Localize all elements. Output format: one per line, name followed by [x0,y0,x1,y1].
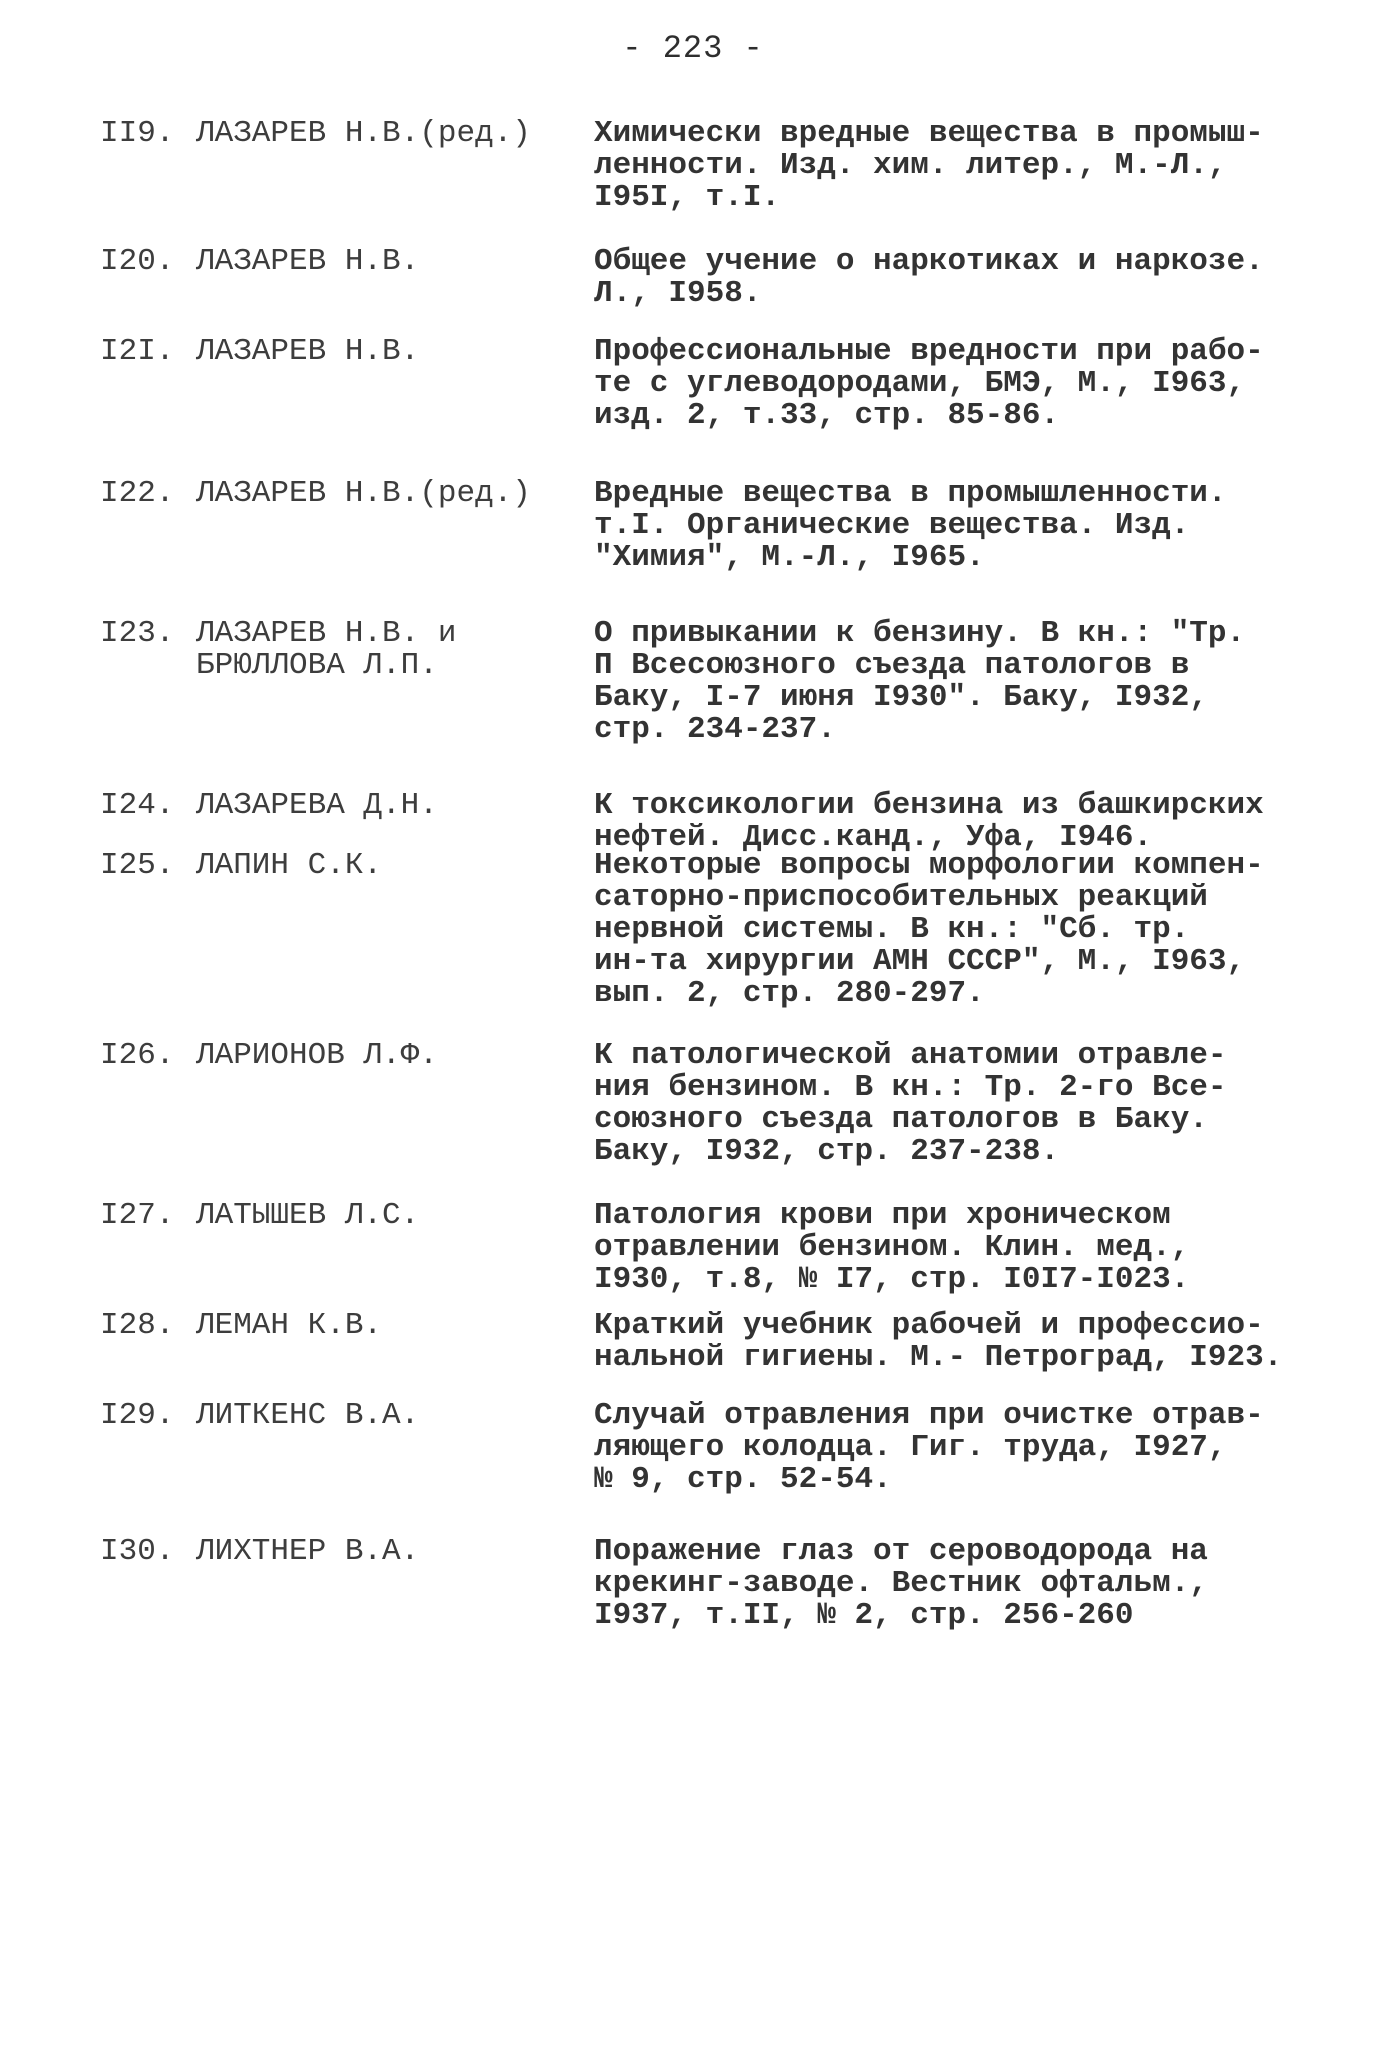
entry-author: ЛИТКЕНС В.А. [196,1398,420,1433]
entry-number: I29. [100,1398,175,1433]
entry-author: ЛИХТНЕР В.А. [196,1534,420,1569]
entry-author: ЛАЗАРЕВ Н.В. [196,244,420,279]
entry-number: I2I. [100,334,175,369]
entry-number: I30. [100,1534,175,1569]
entry-author: ЛАТЫШЕВ Л.С. [196,1198,420,1233]
entry-citation: Некоторые вопросы морфологии компен- саторно-приспособительных реакций нервной системы. В кн.: "Сб. тр. ин-та хирургии АМН СССР", М., I963, вып. 2, стр. 280-297. [594,848,1264,1011]
entry-citation: Вредные вещества в промышленности. т.I. Органические вещества. Изд. "Химия", М.-Л., I965. [594,476,1227,575]
entry-author: ЛАПИН С.К. [196,848,383,883]
entry-number: I20. [100,244,175,279]
entry-author: ЛАЗАРЕВ Н.В.(ред.) [196,476,531,511]
entry-number: I24. [100,788,175,823]
entry-author: ЛАЗАРЕВ Н.В. [196,334,420,369]
entry-number: I23. [100,616,175,651]
entry-author: ЛАЗАРЕВ Н.В.(ред.) [196,116,531,151]
entry-citation: Краткий учебник рабочей и профессио- нальной гигиены. М.- Петроград, I923. [594,1308,1283,1375]
entry-author: ЛАРИОНОВ Л.Ф. [196,1038,438,1073]
entry-number: II9. [100,116,175,151]
entry-citation: Химически вредные вещества в промыш- ленности. Изд. хим. литер., М.-Л., I95I, т.I. [594,116,1264,215]
entry-citation: Случай отравления при очистке отрав- ляющего колодца. Гиг. труда, I927, № 9, стр. 52-54. [594,1398,1264,1497]
entry-number: I27. [100,1198,175,1233]
entry-citation: Патология крови при хроническом отравлении бензином. Клин. мед., I930, т.8, № I7, стр. I0I7-I023. [594,1198,1190,1297]
entry-number: I25. [100,848,175,883]
entry-citation: К токсикологии бензина из башкирских нефтей. Дисс.канд., Уфа, I946. [594,788,1264,855]
entry-author: ЛАЗАРЕВА Д.Н. [196,788,438,823]
entry-citation: Общее учение о наркотиках и наркозе. Л., I958. [594,244,1264,311]
entry-number: I26. [100,1038,175,1073]
entry-number: I28. [100,1308,175,1343]
entry-number: I22. [100,476,175,511]
entry-author: ЛАЗАРЕВ Н.В. и БРЮЛЛОВА Л.П. [196,616,457,683]
page-number: - 223 - [622,30,764,67]
entry-citation: О привыкании к бензину. В кн.: "Тр. П Всесоюзного съезда патологов в Баку, I-7 июня I930". Баку, I932, стр. 234-237. [594,616,1246,747]
entry-author: ЛЕМАН К.В. [196,1308,383,1343]
entry-citation: Профессиональные вредности при рабо- те с углеводородами, БМЭ, М., I963, изд. 2, т.33, стр. 85-86. [594,334,1264,433]
entry-citation: К патологической анатомии отравле- ния бензином. В кн.: Тр. 2-го Все- союзного съезда патологов в Баку. Баку, I932, стр. 237-238. [594,1038,1227,1169]
entry-citation: Поражение глаз от сероводорода на крекинг-заводе. Вестник офтальм., I937, т.II, № 2, стр. 256-260 [594,1534,1208,1633]
